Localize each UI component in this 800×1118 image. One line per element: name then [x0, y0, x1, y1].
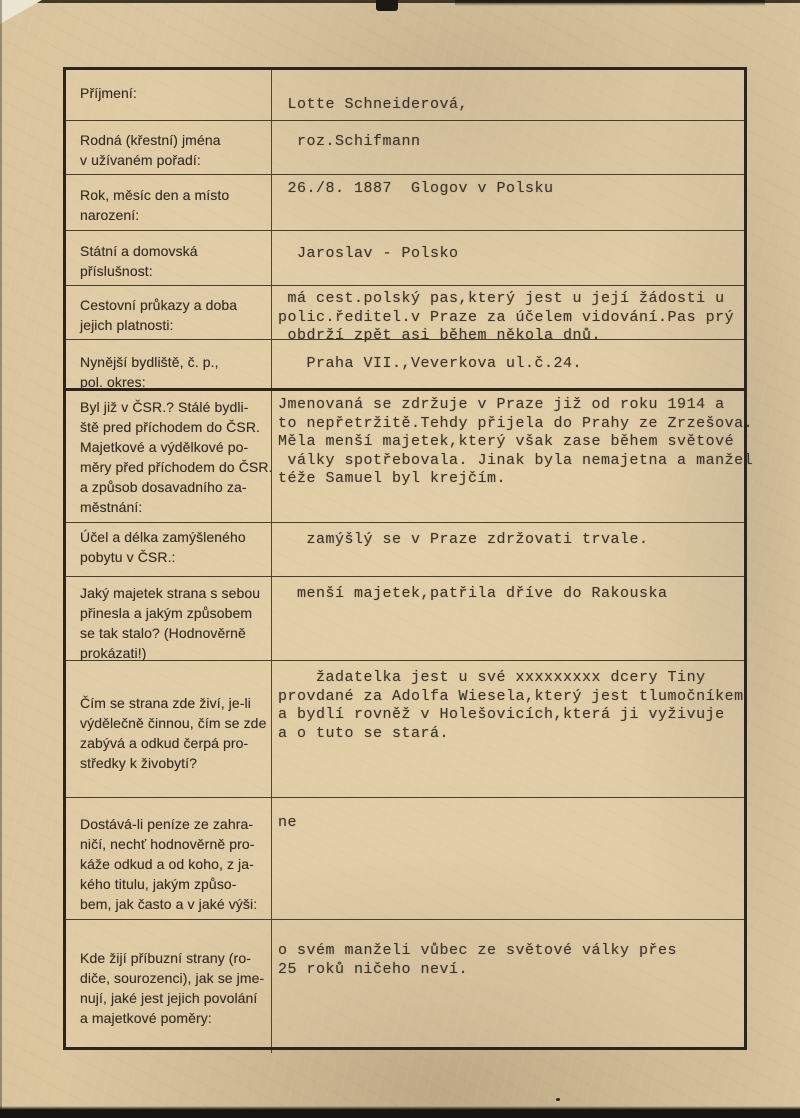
field-label-line: Čím se strana zde živí, je-li	[80, 695, 251, 711]
field-label-line: výdělečně činnou, čím se zde	[80, 715, 267, 731]
field-value	[272, 175, 744, 230]
typewritten-line: a bydlí rovněž v Holešovicích,která ji vyživuje	[278, 706, 725, 723]
field-label-line: Rok, měsíc den a místo	[80, 187, 230, 203]
field-label-line: Dostává-li peníze ze zahra-	[80, 816, 254, 832]
table-row	[66, 920, 744, 1053]
typewritten-line: 25 roků ničeho neví.	[278, 960, 469, 978]
field-label-line: ničí, nechť hodnověrně pro-	[80, 836, 255, 852]
field-label-line: Účel a délka zamýšleného	[80, 529, 246, 545]
typewritten-line: Jaroslav - Polsko	[278, 245, 459, 262]
typewritten-line: žadatelka jest u své xxxxxxxxx dcery Tiny	[278, 669, 706, 686]
field-label-line: středky k živobytí?	[80, 755, 198, 771]
field-label-line: příslušnost:	[80, 263, 153, 279]
field-label-line: Rodná (křestní) jména	[80, 132, 221, 148]
field-value	[272, 577, 744, 660]
typewritten-line: Měla menší majetek,který však zase během světové	[278, 433, 735, 450]
typewritten-line: Praha VII.,Veverkova ul.č.24.	[278, 355, 583, 372]
field-label-line: jejich platnosti:	[80, 317, 174, 333]
field-label-line: nují, jaké jest jejich povolání	[80, 990, 258, 1006]
field-value	[272, 121, 744, 174]
scan-edge-left	[0, 0, 2, 1118]
field-label-line: měry před příchodem do ČSR.	[80, 459, 273, 475]
field-label	[66, 286, 272, 339]
table-row	[66, 70, 744, 121]
table-row	[66, 175, 744, 231]
typewritten-line: téže Samuel byl krejčím.	[278, 470, 507, 487]
field-value	[272, 286, 744, 344]
field-label-line: Kde žijí příbuzní strany (ro-	[80, 950, 251, 966]
typewritten-line: o svém manželi vůbec ze světové války přes	[278, 942, 678, 959]
registration-form-table	[63, 67, 754, 1050]
field-label-line: ště pred příchodem do ČSR.	[80, 419, 261, 435]
field-label	[66, 577, 272, 660]
typewritten-line: ne	[278, 814, 298, 831]
binding-notch	[376, 0, 398, 11]
table-row	[66, 231, 744, 286]
field-label	[66, 175, 272, 230]
field-label-line: kého titulu, jakým způso-	[80, 876, 237, 892]
field-label-line: se tak stalo? (Hodnověrně	[80, 625, 246, 641]
field-label-line: a způsob dosavadního za-	[80, 479, 247, 495]
table-row	[66, 661, 744, 798]
field-label-line: diče, sourozenci), jak se jme-	[80, 970, 265, 986]
corner-fold	[0, 0, 42, 24]
table-row	[66, 798, 744, 920]
ink-speck	[556, 1098, 560, 1101]
typewritten-line: obdrží zpět asi během někola dnů.	[278, 327, 602, 344]
table-row	[66, 391, 754, 523]
field-label	[66, 231, 272, 285]
field-value	[272, 798, 744, 919]
typewritten-line: má cest.polský pas,který jest u její žádosti u	[278, 290, 725, 307]
typewritten-line: a o tuto se stará.	[278, 724, 450, 742]
typewritten-line: války spotřebovala. Jinak byla nemajetna a manžel	[278, 451, 754, 469]
typewritten-line: provdané za Adolfa Wiesela,který jest tlumočníkem	[278, 687, 744, 705]
field-value	[272, 920, 744, 1053]
field-label-line: Příjmení:	[80, 85, 137, 101]
field-label-line: bem, jak často a v jaké výši:	[80, 896, 258, 912]
field-label-line: Majetkové a výdělkové po-	[80, 439, 249, 455]
field-label	[66, 798, 272, 919]
field-label-line: narození:	[80, 207, 140, 223]
typewritten-line: polic.ředitel.v Praze za účelem vidování.Pas prý	[278, 308, 735, 326]
field-label	[66, 391, 272, 522]
field-label	[66, 121, 272, 174]
typewritten-line: 26./8. 1887 Glogov v Polsku	[278, 180, 554, 197]
scan-edge-top-shadow	[455, 0, 765, 6]
field-value	[272, 391, 753, 522]
field-value	[272, 231, 744, 285]
field-value	[272, 523, 744, 576]
typewritten-line: to nepřetržitě.Tehdy přijela do Prahy ze Zrzešova.	[278, 414, 754, 432]
table-row	[66, 577, 744, 661]
typewritten-line: menší majetek,patřila dříve do Rakouska	[278, 585, 668, 602]
field-label-line: Státní a domovská	[80, 243, 198, 259]
field-label	[66, 340, 272, 388]
field-label-line: káže odkud a od koho, z ja-	[80, 856, 254, 872]
field-label-line: zabývá a odkud čerpá pro-	[80, 735, 249, 751]
field-label-line: a majetkové poměry:	[80, 1010, 212, 1026]
field-label-line: městnání:	[80, 499, 143, 515]
typewritten-line: zamýšlý se v Praze zdržovati trvale.	[278, 531, 649, 548]
field-value	[272, 661, 744, 797]
field-label-line: pobytu v ČSR.:	[80, 549, 176, 565]
field-label	[66, 661, 272, 797]
field-label	[66, 523, 272, 576]
typewritten-line: Lotte Schneiderová,	[278, 96, 469, 113]
field-label-line: přinesla a jakým způsobem	[80, 605, 253, 621]
field-label	[66, 920, 272, 1053]
field-label-line: prokázati!)	[80, 645, 147, 661]
field-label-line: Cestovní průkazy a doba	[80, 297, 238, 313]
field-label	[66, 70, 272, 120]
field-label-line: pol. okres:	[80, 374, 146, 390]
typewritten-line: roz.Schifmann	[278, 133, 421, 150]
scan-edge-bottom	[0, 1106, 800, 1118]
table-row	[66, 121, 744, 175]
field-label-line: Byl již v ČSR.? Stálé bydli-	[80, 399, 249, 415]
field-label-line: Jaký majetek strana s sebou	[80, 585, 261, 601]
table-row	[66, 523, 744, 577]
field-label-line: v užívaném pořadí:	[80, 152, 201, 168]
field-label-line: Nynější bydliště, č. p.,	[80, 354, 219, 370]
table-row	[66, 340, 744, 391]
typewritten-line: Jmenovaná se zdržuje v Praze již od roku 1914 a	[278, 396, 725, 413]
field-value	[272, 340, 744, 388]
table-row	[66, 286, 744, 344]
field-value	[272, 70, 744, 120]
